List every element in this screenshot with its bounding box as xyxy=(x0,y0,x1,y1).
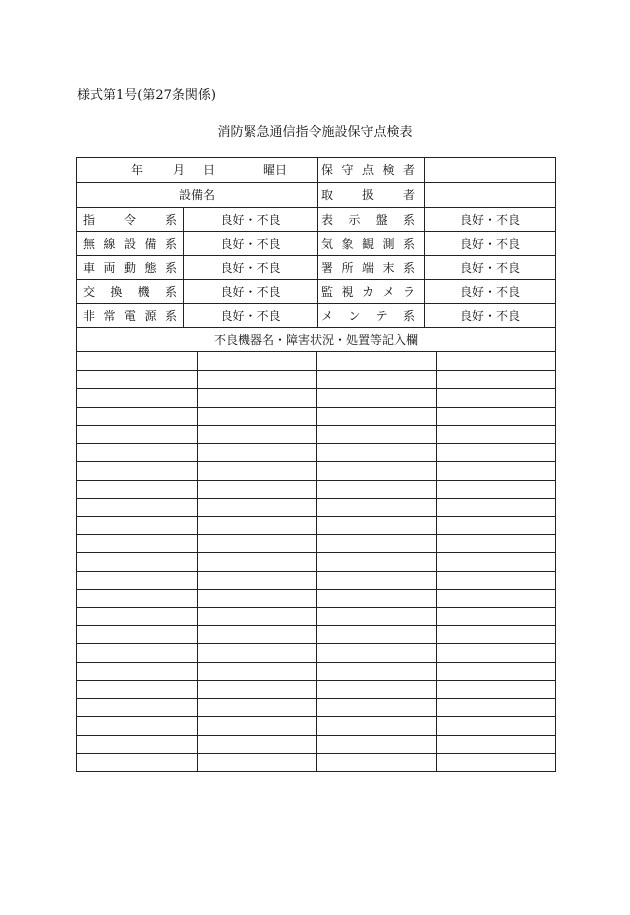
label-char: 象 xyxy=(341,237,354,251)
system-status-right-1[interactable]: 良好・不良 xyxy=(459,237,520,251)
label-char: 取 xyxy=(321,188,334,202)
system-status-right-3[interactable]: 良好・不良 xyxy=(459,285,520,299)
table-rule-h xyxy=(77,182,555,183)
table-rule-v xyxy=(317,158,318,327)
month-label: 月 xyxy=(173,163,186,177)
system-name-right-1 xyxy=(321,233,415,255)
label-char: 車 xyxy=(83,261,96,275)
label-char: 系 xyxy=(164,309,177,323)
label-char: 者 xyxy=(402,188,415,202)
day-label: 日 xyxy=(203,163,216,177)
system-status-right-0[interactable]: 良好・不良 xyxy=(459,213,520,227)
system-name-right-4 xyxy=(321,305,415,327)
table-rule-h xyxy=(77,279,555,280)
system-status-left-4[interactable]: 良好・不良 xyxy=(220,309,281,323)
label-char: 端 xyxy=(361,261,374,275)
equipment-label: 設備名 xyxy=(178,188,215,202)
label-char: 無 xyxy=(83,237,96,251)
table-rule-h xyxy=(77,231,555,232)
record-section-label: 不良機器名・障害状況・処置等記入欄 xyxy=(213,333,418,347)
label-char: 観 xyxy=(361,237,374,251)
label-char: 換 xyxy=(110,285,123,299)
label-char: 測 xyxy=(382,237,395,251)
label-char: 線 xyxy=(103,237,116,251)
handler-value[interactable] xyxy=(428,183,556,207)
table-rule-h xyxy=(77,327,555,328)
record-column-rule xyxy=(197,352,198,771)
system-name-left-3 xyxy=(83,281,177,303)
label-char: 系 xyxy=(402,237,415,251)
inspection-table xyxy=(76,157,556,772)
label-char: 表 xyxy=(321,213,334,227)
label-char: 監 xyxy=(321,285,334,299)
label-char: 扱 xyxy=(361,188,374,202)
system-status-left-0[interactable]: 良好・不良 xyxy=(220,213,281,227)
record-column-rule xyxy=(436,352,437,771)
label-char: メ xyxy=(382,285,395,299)
system-name-left-1 xyxy=(83,233,177,255)
date-weekday-cell xyxy=(125,158,311,182)
table-rule-h xyxy=(77,255,555,256)
label-char: 交 xyxy=(83,285,96,299)
label-char: 視 xyxy=(341,285,354,299)
label-char: 系 xyxy=(402,213,415,227)
label-char: 令 xyxy=(123,213,136,227)
label-char: 守 xyxy=(341,163,354,177)
label-char: 系 xyxy=(402,261,415,275)
table-rule-h xyxy=(77,207,555,208)
label-char: 機 xyxy=(137,285,150,299)
label-char: 系 xyxy=(164,237,177,251)
label-char: 非 xyxy=(83,309,96,323)
label-char: 保 xyxy=(321,163,334,177)
system-status-left-1[interactable]: 良好・不良 xyxy=(220,237,281,251)
label-char: 両 xyxy=(103,261,116,275)
system-status-left-3[interactable]: 良好・不良 xyxy=(220,285,281,299)
document-title: 消防緊急通信指令施設保守点検表 xyxy=(217,125,413,140)
system-name-right-2 xyxy=(321,257,415,279)
system-name-left-2 xyxy=(83,257,177,279)
label-char: 検 xyxy=(382,163,395,177)
label-char: ン xyxy=(348,309,361,323)
system-status-left-2[interactable]: 良好・不良 xyxy=(220,261,281,275)
label-char: 備 xyxy=(144,237,157,251)
label-char: 系 xyxy=(402,309,415,323)
label-char: 源 xyxy=(144,309,157,323)
table-rule-h xyxy=(77,303,555,304)
label-char: 署 xyxy=(321,261,334,275)
label-char: 系 xyxy=(164,261,177,275)
year-label: 年 xyxy=(131,163,144,177)
table-rule-v xyxy=(183,207,184,327)
system-name-right-3 xyxy=(321,281,415,303)
label-char: ラ xyxy=(402,285,415,299)
label-char: 示 xyxy=(348,213,361,227)
system-name-right-0 xyxy=(321,209,415,231)
inspector-label xyxy=(321,158,415,182)
label-char: メ xyxy=(321,309,334,323)
label-char: 所 xyxy=(341,261,354,275)
label-char: 常 xyxy=(103,309,116,323)
record-column-rule xyxy=(316,352,317,771)
label-char: テ xyxy=(375,309,388,323)
label-char: 者 xyxy=(402,163,415,177)
label-char: 系 xyxy=(164,213,177,227)
system-status-right-2[interactable]: 良好・不良 xyxy=(459,261,520,275)
label-char: 点 xyxy=(361,163,374,177)
label-char: 指 xyxy=(83,213,96,227)
label-char: 気 xyxy=(321,237,334,251)
handler-label xyxy=(321,183,415,207)
label-char: 盤 xyxy=(375,213,388,227)
system-name-left-0 xyxy=(83,209,177,231)
weekday-label: 曜日 xyxy=(263,163,288,177)
label-char: 態 xyxy=(144,261,157,275)
inspector-value[interactable] xyxy=(428,158,556,182)
system-status-right-4[interactable]: 良好・不良 xyxy=(459,309,520,323)
label-char: 電 xyxy=(123,309,136,323)
system-name-left-4 xyxy=(83,305,177,327)
label-char: 動 xyxy=(123,261,136,275)
label-char: 末 xyxy=(382,261,395,275)
label-char: カ xyxy=(361,285,374,299)
label-char: 系 xyxy=(164,285,177,299)
table-rule-v xyxy=(424,158,425,327)
form-number: 様式第1号(第27条関係) xyxy=(77,88,216,103)
label-char: 設 xyxy=(123,237,136,251)
